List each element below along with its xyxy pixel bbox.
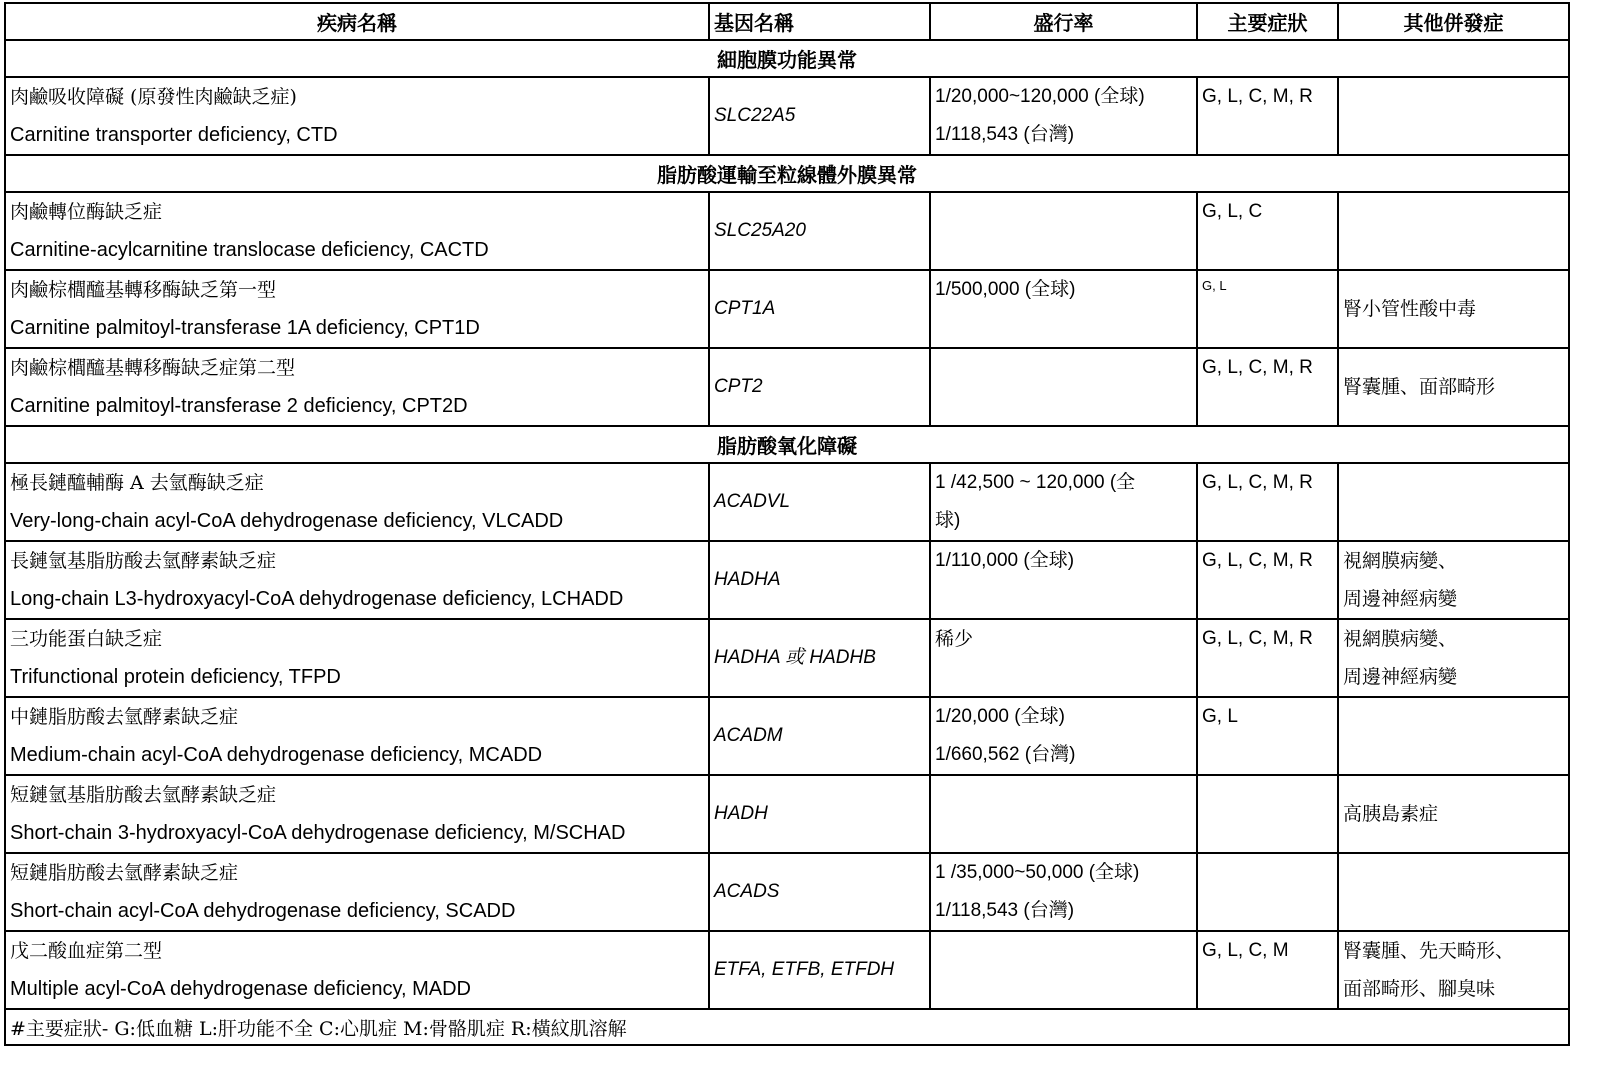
disease-name-zh: 肉鹼棕櫚醯基轉移酶缺乏第一型 (10, 279, 277, 301)
table-row (5, 348, 1569, 426)
gene-cell: SLC25A20 (709, 192, 930, 270)
disease-name-en: Medium-chain acyl-CoA dehydrogenase deficiency, MCADD (10, 744, 543, 766)
disease-name-en: Multiple acyl-CoA dehydrogenase deficiency, MADD (10, 978, 471, 1000)
disease-name-en: Short-chain acyl-CoA dehydrogenase deficiency, SCADD (10, 900, 516, 922)
disease-name-zh: 短鏈氫基脂肪酸去氫酵素缺乏症 (10, 784, 277, 806)
gene-cell: CPT2 (709, 348, 930, 426)
prevalence-cell (930, 853, 1197, 931)
section-title: 細胞膜功能異常 (5, 40, 1569, 77)
complications-cell (1338, 697, 1569, 775)
complications-cell (1338, 463, 1569, 541)
header-disease: 疾病名稱 (5, 3, 709, 40)
prevalence-cell (930, 775, 1197, 853)
table-row (5, 619, 1569, 697)
complication-line: 高胰島素症 (1343, 803, 1439, 825)
prevalence-cell (930, 697, 1197, 775)
symptoms-cell: G, L, C, M, R (1197, 541, 1338, 619)
prevalence-cell (930, 463, 1197, 541)
complication-line: 周邊神經病變 (1343, 666, 1458, 688)
complications-cell (1338, 348, 1569, 426)
symptoms-cell: G, L, C, M, R (1197, 77, 1338, 155)
prevalence-cell (930, 270, 1197, 348)
prevalence-line: 1/118,543 (台灣) (935, 124, 1075, 145)
header-complications: 其他併發症 (1338, 3, 1569, 40)
disease-name-zh: 戊二酸血症第二型 (10, 940, 163, 962)
prevalence-cell (930, 348, 1197, 426)
gene-cell: ACADM (709, 697, 930, 775)
prevalence-cell (930, 541, 1197, 619)
disease-name-zh: 長鏈氫基脂肪酸去氫酵素缺乏症 (10, 550, 277, 572)
disease-cell (5, 270, 709, 348)
disease-name-en: Short-chain 3-hydroxyacyl-CoA dehydrogenase deficiency, M/SCHAD (10, 822, 626, 844)
prevalence-line: 1/118,543 (台灣) (935, 900, 1075, 921)
disease-name-zh: 三功能蛋白缺乏症 (10, 628, 163, 650)
disease-name-en: Very-long-chain acyl-CoA dehydrogenase deficiency, VLCADD (10, 510, 564, 532)
section-title: 脂肪酸氧化障礙 (5, 426, 1569, 463)
prevalence-cell (930, 931, 1197, 1009)
complications-cell (1338, 931, 1569, 1009)
table-row (5, 931, 1569, 1009)
header-row (5, 3, 1569, 40)
gene-cell: SLC22A5 (709, 77, 930, 155)
symptoms-cell: G, L, C, M, R (1197, 463, 1338, 541)
disease-cell (5, 463, 709, 541)
disease-name-en: Carnitine transporter deficiency, CTD (10, 124, 338, 146)
symptoms-cell: G, L (1197, 697, 1338, 775)
section-title: 脂肪酸運輸至粒線體外膜異常 (5, 155, 1569, 192)
table-row (5, 775, 1569, 853)
table-row (5, 270, 1569, 348)
prevalence-line: 1 /35,000~50,000 (全球) (935, 862, 1140, 883)
prevalence-cell (930, 77, 1197, 155)
prevalence-line: 1/660,562 (台灣) (935, 744, 1076, 765)
disease-name-zh: 肉鹼吸收障礙 (原發性肉鹼缺乏症) (10, 86, 297, 108)
table-container (4, 2, 1568, 1046)
disease-cell (5, 853, 709, 931)
complication-line: 腎囊腫、先天畸形、 (1343, 940, 1515, 962)
disease-name-zh: 肉鹼轉位酶缺乏症 (10, 201, 163, 223)
symptoms-cell: G, L (1197, 270, 1338, 348)
disease-cell (5, 541, 709, 619)
complication-line: 周邊神經病變 (1343, 588, 1458, 610)
table-row (5, 541, 1569, 619)
complications-cell (1338, 270, 1569, 348)
disease-cell (5, 77, 709, 155)
gene-cell: ACADS (709, 853, 930, 931)
table-row (5, 853, 1569, 931)
table-row (5, 463, 1569, 541)
header-symptoms: 主要症狀 (1197, 3, 1338, 40)
disease-name-zh: 極長鏈醯輔酶 A 去氫酶缺乏症 (10, 472, 264, 494)
complications-cell (1338, 619, 1569, 697)
disease-cell (5, 348, 709, 426)
table-row (5, 77, 1569, 155)
prevalence-line: 1/20,000~120,000 (全球) (935, 86, 1145, 107)
disease-cell (5, 697, 709, 775)
disease-cell (5, 775, 709, 853)
symptoms-cell: G, L, C, M (1197, 931, 1338, 1009)
gene-cell: CPT1A (709, 270, 930, 348)
disease-name-en: Trifunctional protein deficiency, TFPD (10, 666, 341, 688)
prevalence-line: 1 /42,500 ~ 120,000 (全 (935, 472, 1136, 493)
symptoms-cell: G, L, C, M, R (1197, 619, 1338, 697)
prevalence-line: 稀少 (935, 628, 974, 650)
disease-name-en: Long-chain L3-hydroxyacyl-CoA dehydrogenase deficiency, LCHADD (10, 588, 624, 610)
complications-cell (1338, 853, 1569, 931)
disease-name-zh: 中鏈脂肪酸去氫酵素缺乏症 (10, 706, 239, 728)
disease-name-en: Carnitine palmitoyl-transferase 1A deficiency, CPT1D (10, 317, 480, 339)
table-row (5, 697, 1569, 775)
prevalence-line: 1/110,000 (全球) (935, 550, 1075, 571)
complications-cell (1338, 77, 1569, 155)
prevalence-line: 1/500,000 (全球) (935, 279, 1076, 300)
disease-name-en: Carnitine palmitoyl-transferase 2 deficiency, CPT2D (10, 395, 468, 417)
header-gene: 基因名稱 (709, 3, 930, 40)
gene-cell: HADHA (709, 541, 930, 619)
complication-line: 腎囊腫、面部畸形 (1343, 376, 1496, 398)
prevalence-line: 1/20,000 (全球) (935, 706, 1065, 727)
complication-line: 面部畸形、腳臭味 (1343, 978, 1496, 1000)
complications-cell (1338, 192, 1569, 270)
complication-line: 視網膜病變、 (1343, 550, 1458, 572)
disease-name-zh: 肉鹼棕櫚醯基轉移酶缺乏症第二型 (10, 357, 296, 379)
header-prevalence: 盛行率 (930, 3, 1197, 40)
gene-cell: HADHA 或 HADHB (709, 619, 930, 697)
section-row (5, 426, 1569, 463)
section-row (5, 155, 1569, 192)
complication-line: 腎小管性酸中毒 (1343, 298, 1477, 320)
gene-cell: ACADVL (709, 463, 930, 541)
symptoms-cell (1197, 853, 1338, 931)
prevalence-line: 球) (935, 510, 961, 531)
disease-cell (5, 619, 709, 697)
table-row (5, 192, 1569, 270)
fatty-acid-disorders-table (4, 2, 1570, 1046)
complication-line: 視網膜病變、 (1343, 628, 1458, 650)
prevalence-cell (930, 619, 1197, 697)
prevalence-cell (930, 192, 1197, 270)
disease-cell (5, 931, 709, 1009)
gene-cell: ETFA, ETFB, ETFDH (709, 931, 930, 1009)
complications-cell (1338, 775, 1569, 853)
footnote: #主要症狀- G:低血糖 L:肝功能不全 C:心肌症 M:骨骼肌症 R:橫紋肌溶解 (5, 1009, 1569, 1045)
gene-cell: HADH (709, 775, 930, 853)
footnote-row (5, 1009, 1569, 1045)
disease-name-zh: 短鏈脂肪酸去氫酵素缺乏症 (10, 862, 239, 884)
symptoms-cell: G, L, C (1197, 192, 1338, 270)
disease-name-en: Carnitine-acylcarnitine translocase deficiency, CACTD (10, 239, 489, 261)
disease-cell (5, 192, 709, 270)
symptoms-cell: G, L, C, M, R (1197, 348, 1338, 426)
symptoms-cell (1197, 775, 1338, 853)
section-row (5, 40, 1569, 77)
complications-cell (1338, 541, 1569, 619)
